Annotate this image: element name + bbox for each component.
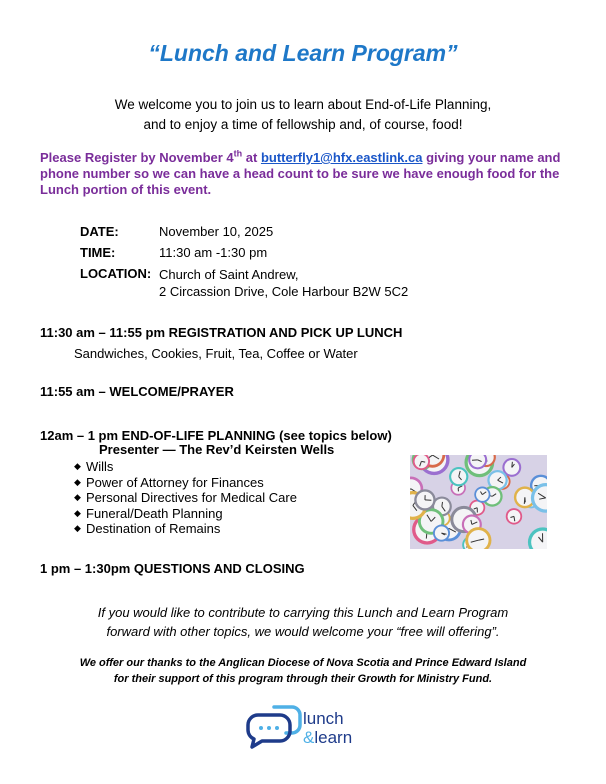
contribution-text xyxy=(0,603,606,641)
location-line-1: Church of Saint Andrew, xyxy=(159,267,299,282)
schedule-welcome: 11:55 am – WELCOME/PRAYER xyxy=(40,384,234,399)
registration-notice xyxy=(40,150,570,198)
list-item: ◆ Personal Directives for Medical Care xyxy=(74,490,297,505)
schedule-planning: 12am – 1 pm END-OF-LIFE PLANNING (see topics below) xyxy=(40,428,392,443)
bullet-diamond-icon: ◆ xyxy=(74,461,81,471)
contribution-line-1: If you would like to contribute to carrying this Lunch and Learn Program xyxy=(97,605,509,620)
location-label: LOCATION: xyxy=(80,266,152,281)
welcome-text xyxy=(0,95,606,135)
bullet-diamond-icon: ◆ xyxy=(74,507,81,518)
register-sup: th xyxy=(233,148,243,159)
date-label: DATE: xyxy=(80,224,119,239)
logo-line-2 xyxy=(303,728,352,747)
welcome-line-2: and to enjoy a time of fellowship and, of course, food! xyxy=(143,117,463,132)
list-item: ◆ Power of Attorney for Finances xyxy=(74,474,264,490)
logo-word-lunch: lunch xyxy=(303,709,344,728)
thanks-text xyxy=(0,655,606,687)
thanks-line-1: We offer our thanks to the Anglican Diocese of Nova Scotia and Prince Edward Island xyxy=(79,657,527,669)
location-value xyxy=(159,266,408,300)
list-item: ◆ Destination of Remains xyxy=(74,521,221,536)
schedule-presenter: Presenter — The Rev’d Keirsten Wells xyxy=(99,442,335,457)
list-item: ◆ Wills xyxy=(74,459,114,474)
time-label: TIME: xyxy=(80,245,116,260)
logo-ampersand: & xyxy=(303,728,315,747)
topics-list xyxy=(74,459,297,537)
bullet-diamond-icon: ◆ xyxy=(74,492,81,502)
register-rest: giving your name and phone number so we can have a head count to be sure we have enough food for the Lunch portion of this event. xyxy=(40,150,561,197)
schedule-closing: 1 pm – 1:30pm QUESTIONS AND CLOSING xyxy=(40,561,305,576)
welcome-line-1: We welcome you to join us to learn about End-of-Life Planning, xyxy=(114,97,492,112)
logo-word-learn: learn xyxy=(314,728,353,747)
register-email-link[interactable]: butterfly1@hfx.eastlink.ca xyxy=(260,150,423,165)
contribution-line-2: forward with other topics, we would welcome your “free will offering”. xyxy=(106,624,500,639)
schedule-registration: 11:30 am – 11:55 pm REGISTRATION AND PICK UP LUNCH xyxy=(40,325,403,340)
page-title: “Lunch and Learn Program” xyxy=(148,40,458,66)
chat-bubble-logo-icon xyxy=(244,703,302,749)
logo-text xyxy=(303,709,352,747)
register-prefix: Please Register by November 4 xyxy=(40,150,234,165)
location-line-2: 2 Circassion Drive, Cole Harbour B2W 5C2 xyxy=(159,284,409,299)
thanks-line-2: for their support of this program through their Growth for Ministry Fund. xyxy=(113,673,493,685)
bullet-diamond-icon: ◆ xyxy=(74,523,81,533)
clocks-image xyxy=(410,455,547,549)
schedule-food: Sandwiches, Cookies, Fruit, Tea, Coffee or Water xyxy=(74,346,358,361)
date-value: November 10, 2025 xyxy=(159,224,274,239)
time-value: 11:30 am -1:30 pm xyxy=(159,245,268,260)
bullet-diamond-icon: ◆ xyxy=(74,476,81,487)
list-item: ◆ Funeral/Death Planning xyxy=(74,505,223,521)
register-mid: at xyxy=(242,150,261,165)
